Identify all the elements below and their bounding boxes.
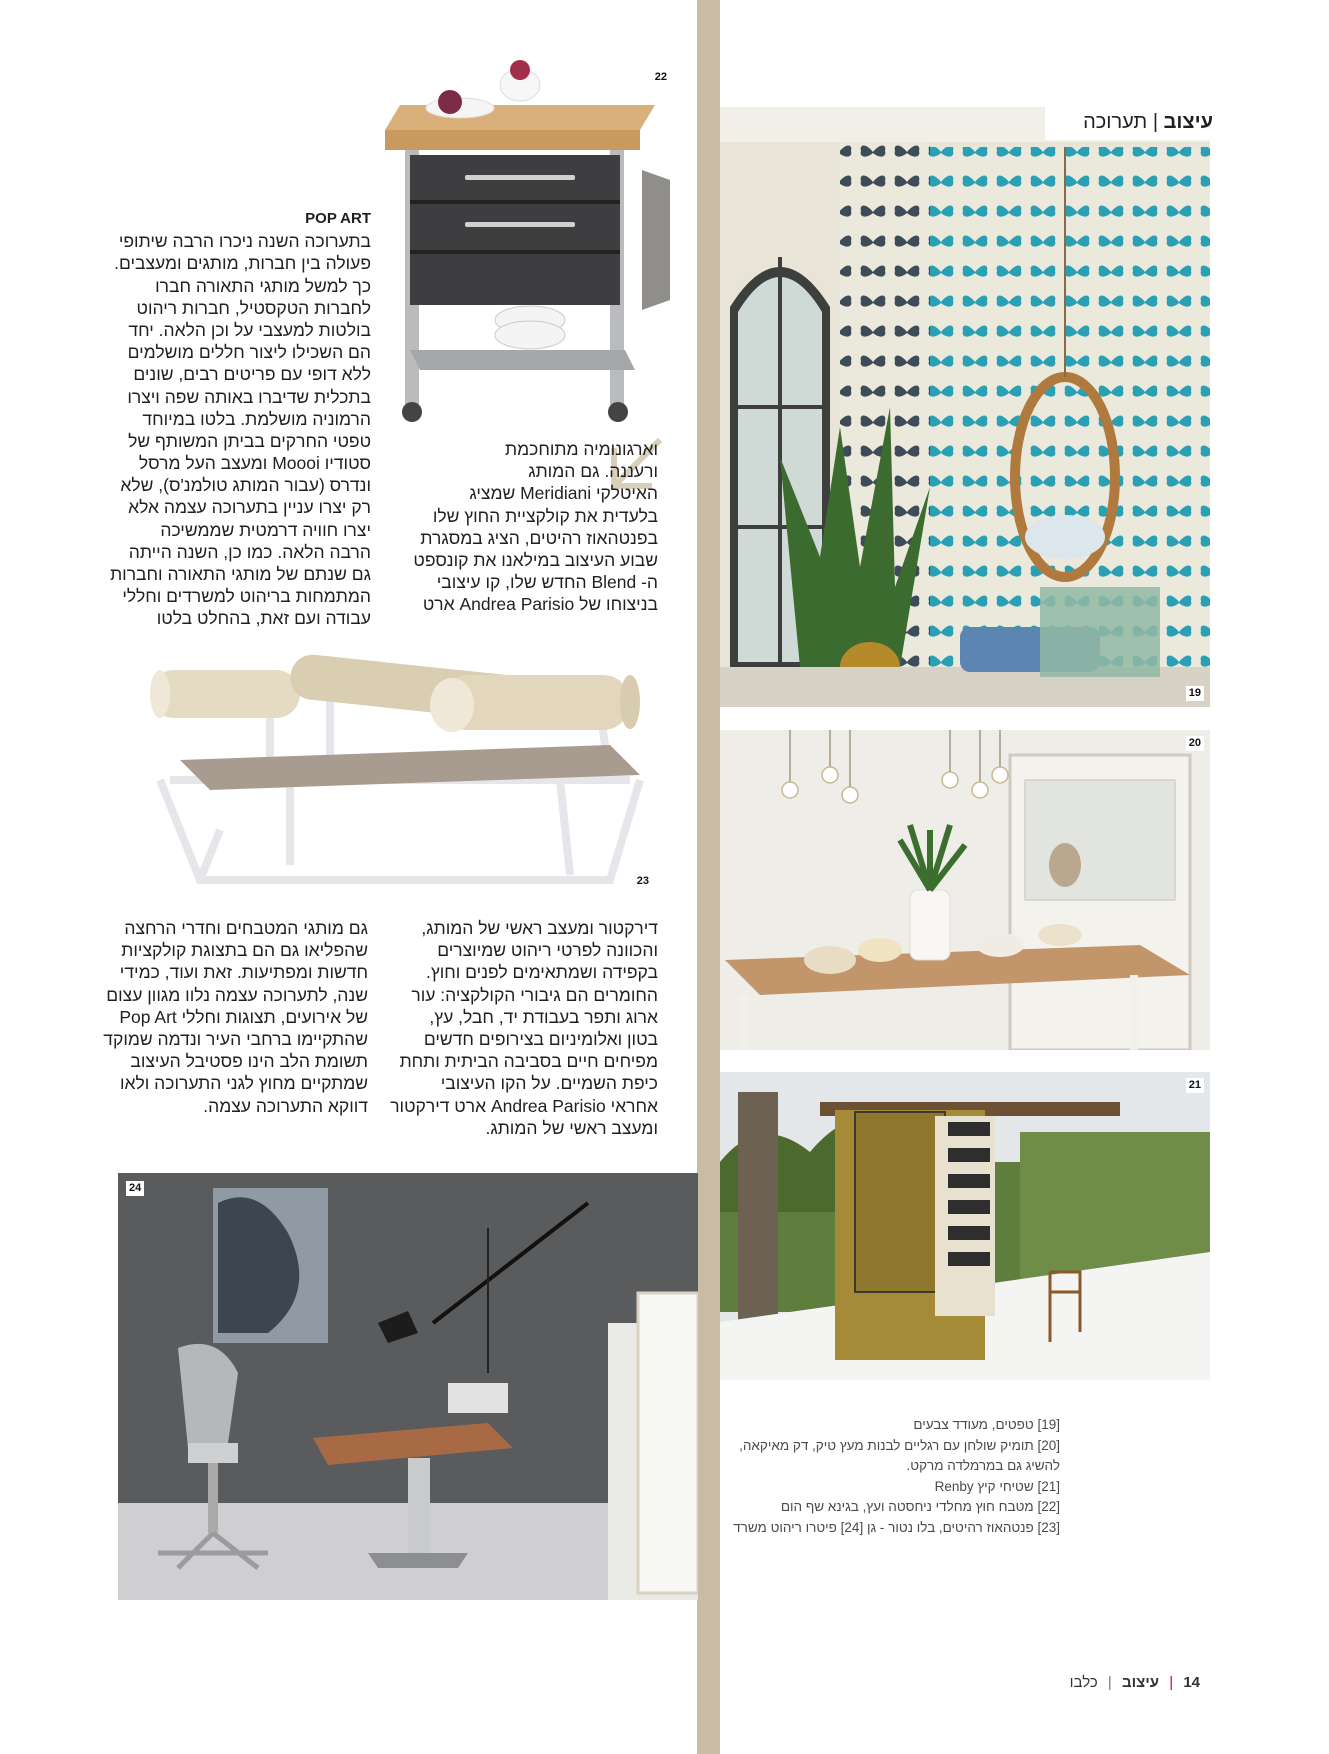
text-line: בטון ואלומיניום בצירופים חדשים — [423, 1028, 658, 1049]
text-line: בניצוחו של Andrea Parisio ארט — [422, 594, 658, 615]
photo-kitchen-trolley — [380, 50, 680, 430]
photo-dining-room — [720, 730, 1210, 1050]
footer-separator: | — [1169, 1674, 1174, 1691]
photo-outdoor-rugs — [720, 1072, 1210, 1380]
footer-separator: | — [1107, 1674, 1112, 1691]
text-line: עבודה ועם זאת, בהחלט בלטו — [156, 608, 371, 629]
caption-line: [19] טפטים, מעודד צבעים — [913, 1417, 1060, 1432]
text-line: ללא דופי עם פריטים רבים, שונים — [133, 364, 371, 385]
text-line: דווקא התערוכה עצמה. — [203, 1095, 368, 1116]
photo-number-22: 22 — [652, 70, 670, 85]
photo-number-20: 20 — [1186, 736, 1204, 751]
text-line: ומעצב ראשי של המותג. — [485, 1117, 658, 1138]
pop-art-heading: POP ART — [305, 210, 371, 227]
section-title-separator: | — [1152, 111, 1159, 133]
text-line: לחברות הטקסטיל, חברות ריהוט — [136, 297, 371, 318]
text-line: חדשות ומפתיעות. זאת ועוד, כמידי — [119, 962, 368, 983]
text-line: ונדרס (עבור המותג טולמנ'ס), שלא — [120, 475, 371, 496]
photo-number-23: 23 — [634, 874, 652, 889]
photo-office — [118, 1173, 698, 1600]
text-line: בתערוכה השנה ניכרו הרבה שיתופי — [118, 231, 371, 252]
text-line: כיפת השמיים. על הקו העיצובי — [440, 1073, 658, 1094]
text-line: שנה, לתערוכה עצמה נלוו מגוון עצום — [106, 984, 368, 1005]
text-line: המתמחות בריהוט למשרדים וחללי — [122, 586, 371, 607]
text-line: ורעננה. גם המותג — [528, 461, 658, 482]
text-line: רק יצרו עניין בתערוכה עצמה אלא — [128, 497, 371, 518]
page-number: 14 — [1183, 1674, 1200, 1691]
photo-number-21: 21 — [1186, 1078, 1204, 1093]
text-line: שבוע העיצוב במילאנו את קונספט — [413, 549, 658, 570]
article-col-left-bottom — [368, 917, 658, 1139]
text-line: בולטות למעצבי על וכן הלאה. יחד — [128, 319, 371, 340]
text-line: בתכלית שדיברו באותה שפה ויצרו — [127, 386, 371, 407]
photo-number-19: 19 — [1186, 686, 1204, 701]
text-line: ה- Blend החדש שלו, קו עיצובי — [436, 572, 658, 593]
section-title — [1045, 104, 1217, 140]
section-title-light: תערוכה — [1083, 111, 1148, 133]
text-line: טפטי החרקים בביתן המשותף של — [128, 430, 371, 451]
photo-captions — [730, 1415, 1060, 1538]
text-line: גם שנתם של מותגי התאורה וחברות — [110, 564, 371, 584]
outdoor-rugs-illustration — [720, 1072, 1210, 1380]
text-line: דירקטור ומעצב ראשי של המותג, — [421, 918, 658, 938]
text-line: ארוג ותפר בעבודת יד, חבל, עץ, — [429, 1006, 658, 1027]
caption-line: [20] תומיק שולחן עם רגליים לבנות מעץ טיק, דק מאיקאה, — [739, 1437, 1060, 1453]
text-line: של אירועים, תצוגות וחללי Pop Art — [119, 1006, 368, 1027]
caption-line: [23] פנטהאוז רהיטים, בלו נטור - גן [24] פיטרו ריהוט משרד — [733, 1519, 1060, 1535]
office-illustration — [118, 1173, 698, 1600]
text-line: בפנטהאוז רהיטים, הציג במסגרת — [420, 527, 658, 548]
text-line: וארגונומיה מתוחכמת — [505, 439, 658, 459]
text-line: האיטלקי Meridiani שמציג — [469, 483, 658, 504]
text-line: יצרו חוויה דרמטית שממשיכה — [160, 519, 371, 540]
text-line: והכוונה לפרטי ריהוט שמיוצרים — [437, 940, 658, 961]
article-col-left-top — [378, 438, 658, 616]
text-line: בקפידה ושמתאימים לפנים וחוץ. — [426, 962, 658, 983]
photo-butterfly-room — [720, 107, 1210, 707]
caption-line: [22] מטבח חוץ מחלדי ניחסטה ועץ, בגינא שף הום — [780, 1499, 1060, 1514]
dining-room-illustration — [720, 730, 1210, 1050]
text-line: גם מותגי המטבחים וחדרי הרחצה — [124, 918, 368, 938]
article-col-right-bottom — [98, 917, 368, 1117]
photo-log-bench — [140, 650, 660, 895]
caption-line: להשיג גם במרמלדה מרקט. — [906, 1458, 1060, 1473]
text-line: אחראי Andrea Parisio ארט דירקטור — [390, 1095, 658, 1116]
section-title-bold: עיצוב — [1163, 111, 1213, 133]
caption-line: [21] שטיחי קיץ Renby — [934, 1478, 1060, 1494]
kitchen-trolley-illustration — [380, 50, 680, 430]
text-line: החומרים הם גיבורי הקולקציה: עור — [411, 984, 658, 1005]
footer-section: עיצוב — [1122, 1674, 1160, 1691]
text-line: תשומת הלב הינו פסטיבל העיצוב — [130, 1051, 368, 1072]
text-line: שמתקיים מחוץ לגני התערוכה ולאו — [119, 1073, 368, 1094]
butterfly-room-illustration — [720, 107, 1210, 707]
footer-publication: כלבו — [1069, 1674, 1098, 1691]
text-line: הם השכילו ליצור חללים מושלמים — [127, 342, 371, 363]
text-line: הרבה הלאה. כמו כן, השנה הייתה — [128, 541, 371, 562]
text-line: שהתקיימו ברחבי העיר ונדמה שמוקד — [103, 1028, 368, 1049]
text-line: פעולה בין חברות, מותגים ומעצבים. — [114, 253, 371, 274]
text-line: הרמוניה מושלמת. בלטו במיוחד — [142, 408, 371, 429]
log-bench-illustration — [140, 650, 660, 895]
text-line: בלעדית את קולקציית החוץ שלו — [432, 505, 658, 526]
text-line: כך למשל מותגי התאורה חברו — [155, 275, 371, 296]
text-line: מפיחים חיים בסביבה הביתית ותחת — [399, 1051, 658, 1072]
photo-number-24: 24 — [126, 1181, 144, 1196]
text-line: סטודיו Moooi ומעצב העל מרסל — [138, 453, 371, 474]
page-spine — [697, 0, 720, 1754]
page-footer — [1030, 1674, 1210, 1691]
article-col-right-top — [101, 208, 371, 630]
text-line: שהפליאו גם הם בתצוגת קולקציות — [121, 940, 368, 961]
